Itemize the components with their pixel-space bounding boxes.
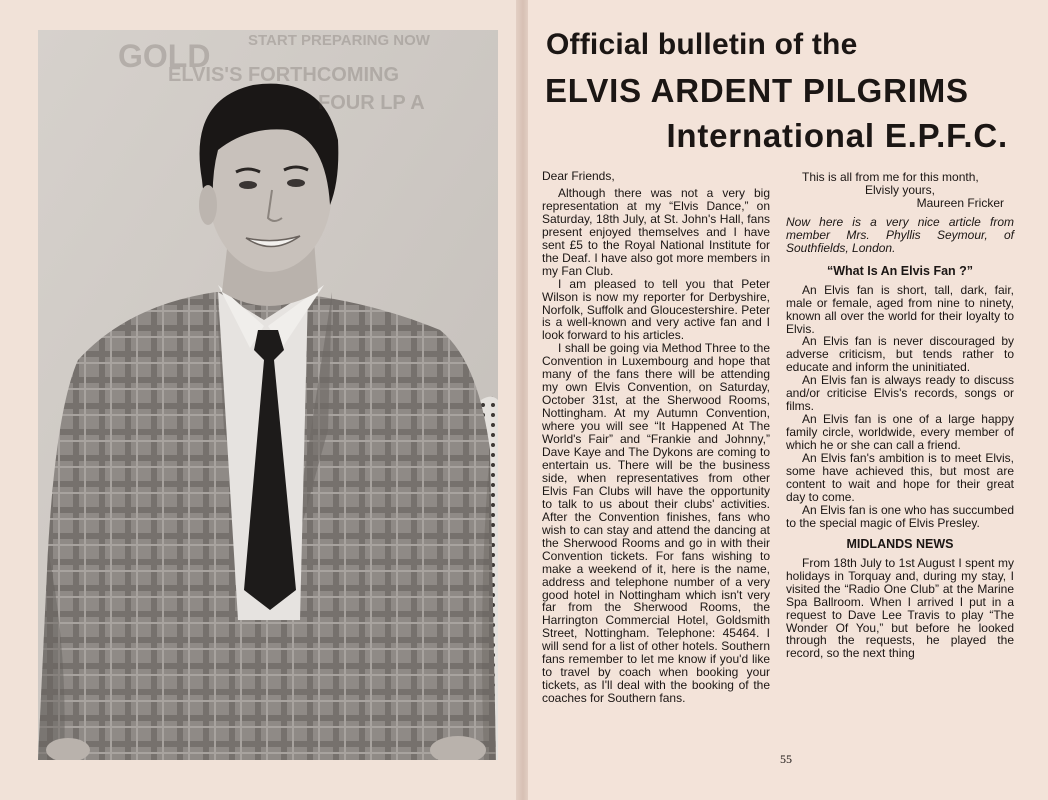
article-paragraph-6: An Elvis fan is one who has succumbed to the special magic of Elvis Presley.	[786, 502, 1014, 530]
show-through-text	[38, 30, 498, 290]
letter-paragraph-3: I shall be going via Method Three to the Convention in Luxembourg and hope that many of the fans there will be attending my own Elvis Convention, on Saturday, October 31st, at the Sherwood Rooms, Nottingham. At my Autumn Convention, where you will see “It Happened At The World's Fair” and “Frankie and Johnny,” Dave Kaye and The Dykons are coming to entertain us. There will be the business side, when representatives from other Elvis Fan Clubs will have the opportunity to talk to us about their clubs' activities. After the Convention finishes, fans who wish to can stay and attend the dancing at the Sherwood Rooms and go in with their Convention tickets. For fans wishing to make a weekend of it, here is the name, address and telephone number of a very good hotel in Nottingham which isn't very far from the Sherwood Rooms, the Harrington Commercial Hotel, Goldsmith Street, Nottingham. Telephone: 45464. I will send for a list of other hotels. Southern fans remember to let me know if you'd like to travel by coach when booking your tickets, as I'll deal with the booking of the coaches for Southern fans.	[542, 341, 770, 706]
letter-paragraph-4: This is all from me for this month,	[802, 170, 979, 184]
letter-signature: Maureen Fricker	[916, 195, 1004, 210]
portrait-photo	[38, 30, 498, 760]
letter-closing: Elvisly yours,	[864, 182, 935, 197]
article-intro-note: Now here is a very nice article from member Mrs. Phyllis Seymour, of Southfields, London.	[786, 214, 1014, 255]
ghost-line-1: START PREPARING NOW	[248, 32, 430, 49]
article-paragraph-4: An Elvis fan is one of a large happy family circle, worldwide, every member of which he or she can call a friend.	[786, 412, 1014, 453]
header-line-2: ELVIS ARDENT PILGRIMS	[545, 72, 969, 109]
left-page	[0, 0, 522, 800]
letter-paragraph-1: Although there was not a very big representation at my “Elvis Dance,” on Saturday, 18th July, at St. John's Hall, fans present enjoyed themselves and I have sent £5 to the Royal National Institute for the Deaf. I have also got more members in my Fan Club.	[542, 185, 770, 278]
letter-greeting: Dear Friends,	[542, 169, 615, 183]
text-column-left	[542, 170, 770, 705]
article-title: “What Is An Elvis Fan ?”	[826, 263, 974, 278]
page-number: 55	[780, 752, 792, 766]
ghost-line-4: FOUR LP A	[318, 92, 425, 114]
article-paragraph-3: An Elvis fan is always ready to discuss and/or criticise Elvis's records, songs or films.	[786, 373, 1014, 414]
right-page	[528, 0, 1048, 800]
ghost-line-3: ELVIS'S FORTHCOMING	[168, 64, 400, 86]
text-column-right	[786, 171, 1014, 660]
midlands-news-title: MIDLANDS NEWS	[846, 536, 954, 551]
article-paragraph-5: An Elvis fan's ambition is to meet Elvis, some have achieved this, but most are content to wait and hope for their great day to come.	[786, 451, 1014, 504]
header-line-3: International E.P.F.C.	[666, 117, 1008, 154]
midlands-paragraph-1: From 18th July to 1st August I spent my holidays in Torquay and, during my stay, I visited the “Radio One Club” at the Marine Spa Ballroom. When I arrived I put in a request to Dave Lee Travis to play “The Wonder Of You,” but before he looked through the requests, he played the record, so the next thing	[786, 555, 1014, 661]
article-paragraph-1: An Elvis fan is short, tall, dark, fair, male or female, aged from nine to ninety, known all over the world for their loyalty to Elvis.	[786, 282, 1014, 336]
letter-paragraph-2: I am pleased to tell you that Peter Wilson is now my reporter for Derbyshire, Norfolk, Suffolk and Gloucestershire. Peter is a well-known and very active fan and I look forward to his articles.	[542, 276, 770, 343]
header-line-1: Official bulletin of the	[546, 28, 858, 61]
article-paragraph-2: An Elvis fan is never discouraged by adverse criticism, but tends rather to educate and inform the uninitiated.	[786, 334, 1014, 375]
ghost-line-2: GOLD	[118, 38, 211, 74]
